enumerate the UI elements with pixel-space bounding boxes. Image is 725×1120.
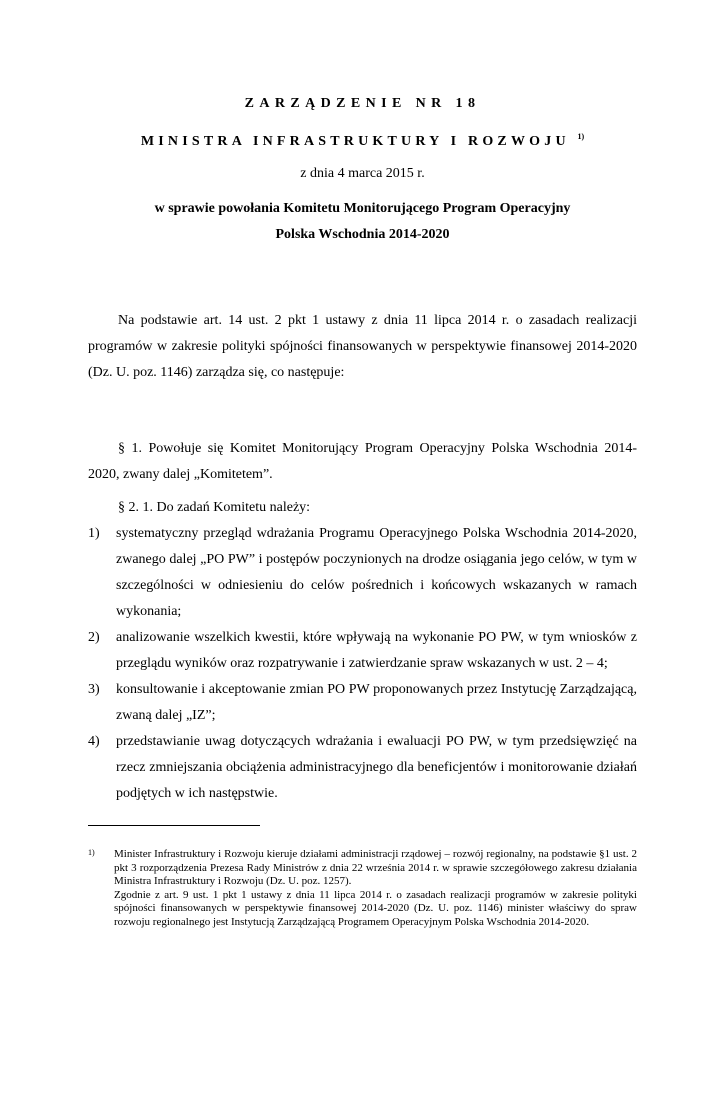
section-2-lead: § 2. 1. Do zadań Komitetu należy: (118, 500, 311, 515)
list-item-number: 2) (88, 630, 100, 645)
list-item-number: 4) (88, 734, 100, 749)
list-item-text: przedstawianie uwag dotyczących wdrażania i ewaluacji PO PW, w tym przedsięwzięć na rzecz zmniejszania obciążenia administracyjnego dla beneficjentów i monitorowanie działań podjętych w ich następstwie. (116, 734, 637, 801)
list-item (88, 625, 637, 677)
list-item-number: 1) (88, 526, 100, 541)
footnote (88, 848, 637, 929)
footnote-paragraph-1: Minister Infrastruktury i Rozwoju kieruje działami administracji rządowej – rozwój regionalny, na podstawie §1 ust. 2 pkt 3 rozporządzenia Prezesa Rady Ministrów z dnia 22 września 2014 r. w sprawie szczegółowego zakresu działania Ministra Infrastruktury i Rozwoju (Dz. U. poz. 1257). (114, 848, 637, 887)
subject-line-2: Polska Wschodnia 2014-2020 (275, 227, 450, 242)
list-item-text: analizowanie wszelkich kwestii, które wpływają na wykonanie PO PW, w tym wniosków z przeglądu wyników oraz rozpatrywanie i zatwierdzanie spraw wskazanych w ust. 2 – 4; (116, 630, 637, 671)
list-item-text: konsultowanie i akceptowanie zmian PO PW proponowanych przez Instytucję Zarządzającą, zwaną dalej „IZ”; (116, 682, 637, 723)
committee-tasks-list (88, 521, 637, 807)
document-date: z dnia 4 marca 2015 r. (300, 166, 425, 181)
list-item-number: 3) (88, 682, 100, 697)
footnote-mark: 1) (88, 848, 95, 857)
issuer-title-text: MINISTRA INFRASTRUKTURY I ROZWOJU (140, 134, 570, 149)
issuer-title (88, 129, 637, 150)
footnote-separator (88, 825, 260, 826)
footnote-paragraph-2: Zgodnie z art. 9 ust. 1 pkt 1 ustawy z dnia 11 lipca 2014 r. o zasadach realizacji programów w zakresie polityki spójności finansowanych w perspektywie finansowej 2014-2020 (Dz. U. poz. 1146) minister właściwy do spraw rozwoju regionalnego jest Instytucją Zarządzającą Programem Operacyjnym Polska Wschodnia 2014-2020. (114, 888, 637, 928)
list-item (88, 677, 637, 729)
list-item (88, 521, 637, 625)
subject-line-1: w sprawie powołania Komitetu Monitorującego Program Operacyjny (154, 201, 571, 216)
footnote-reference: 1) (577, 132, 585, 141)
document-subject (88, 196, 637, 248)
footnote-body (114, 848, 637, 929)
document-page (0, 96, 725, 1120)
list-item-text: systematyczny przegląd wdrażania Programu Operacyjnego Polska Wschodnia 2014-2020, zwanego dalej „PO PW” i postępów poczynionych na drodze osiągania jego celów, w tym w szczególności w odniesieniu do celów pośrednich i końcowych wskazanych w ramach wykonania; (116, 526, 637, 619)
legal-basis-paragraph: Na podstawie art. 14 ust. 2 pkt 1 ustawy z dnia 11 lipca 2014 r. o zasadach realizacji programów w zakresie polityki spójności finansowanych w perspektywie finansowej 2014-2020 (Dz. U. poz. 1146) zarządza się, co następuje: (88, 313, 637, 380)
document-title: ZARZĄDZENIE NR 18 (244, 96, 481, 111)
list-item (88, 729, 637, 807)
section-1-paragraph: § 1. Powołuje się Komitet Monitorujący Program Operacyjny Polska Wschodnia 2014-2020, zwany dalej „Komitetem”. (88, 441, 637, 482)
